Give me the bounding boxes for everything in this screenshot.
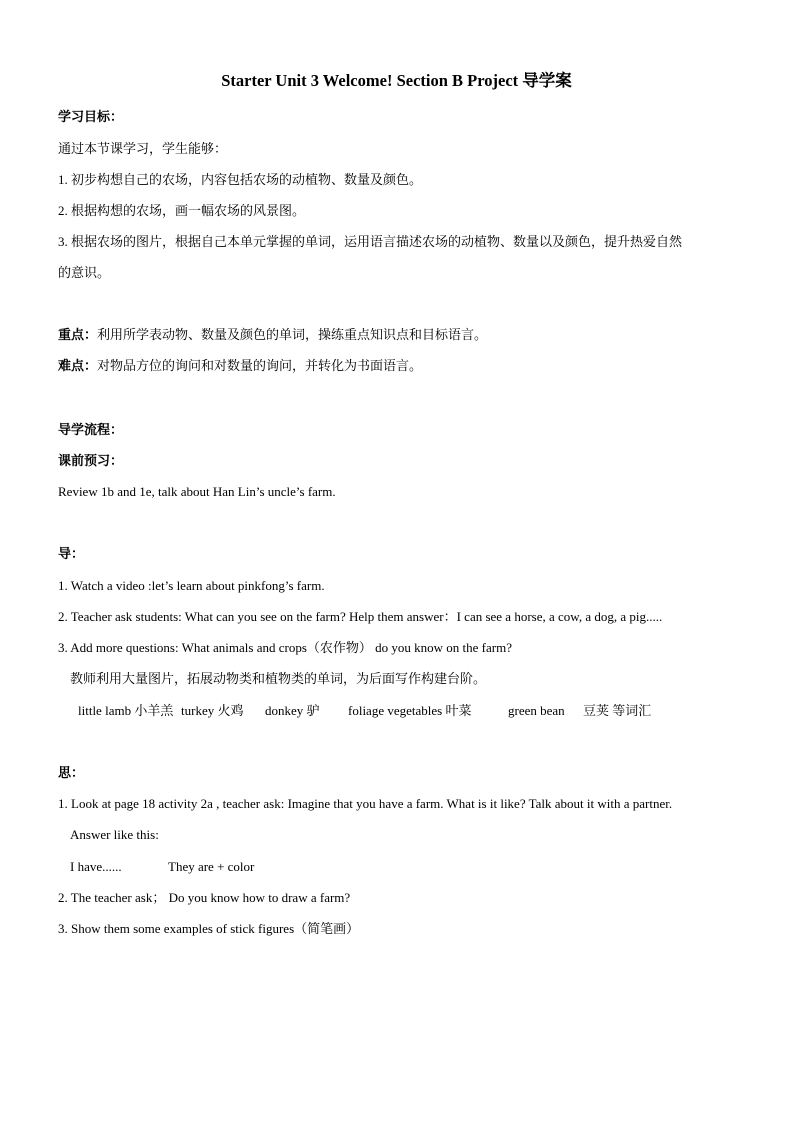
objectives-intro: 通过本节课学习，学生能够：: [58, 141, 228, 156]
objectives-heading: 学习目标：: [58, 109, 124, 124]
difficulty-text: 对物品方位的询问和对数量的询问，并转化为书面语言。: [97, 358, 423, 373]
answer-sentences: [70, 859, 254, 875]
vocab-item: green bean: [508, 703, 565, 718]
guide-teacher-note: 教师利用大量图片，拓展动物类和植物类的单词，为后面写作构建台阶。: [70, 671, 487, 686]
vocab-list: [78, 703, 651, 719]
objective-item-3-continued: 的意识。: [58, 265, 111, 280]
answer-pattern-color: They are + color: [168, 859, 255, 874]
document-title: Starter Unit 3 Welcome! Section B Project 导学案: [221, 71, 572, 90]
key-point: [58, 327, 487, 343]
key-point-label: 重点：: [58, 327, 98, 342]
vocab-item: foliage vegetables 叶菜: [348, 703, 472, 718]
difficulty-label: 难点：: [58, 358, 98, 373]
guide-heading: 导：: [58, 546, 85, 561]
answer-intro: Answer like this:: [70, 827, 159, 842]
answer-pattern-have: I have......: [70, 859, 122, 874]
preview-heading: 课前预习：: [58, 453, 124, 468]
vocab-item: little lamb 小羊羔: [78, 703, 174, 718]
think-item-2: 2. The teacher ask； Do you know how to draw a farm?: [58, 890, 351, 905]
key-point-text: 利用所学表动物、数量及颜色的单词，操练重点知识点和目标语言。: [97, 327, 488, 342]
process-heading: 导学流程：: [58, 422, 124, 437]
objective-item-2: 2. 根据构想的农场，画一幅农场的风景图。: [58, 203, 306, 218]
difficulty: [58, 358, 422, 374]
think-item-1: 1. Look at page 18 activity 2a , teacher ask: Imagine that you have a farm. What is it like? Talk about it with a partner.: [58, 796, 673, 811]
guide-item-2: 2. Teacher ask students: What can you see on the farm? Help them answer：I can see a horse, a cow, a dog, a pig.....: [58, 609, 663, 624]
guide-item-1: 1. Watch a video :let’s learn about pinkfong’s farm.: [58, 578, 325, 593]
guide-item-3: 3. Add more questions: What animals and crops（农作物） do you know on the farm?: [58, 640, 512, 655]
objective-item-1: 1. 初步构想自己的农场，内容包括农场的动植物、数量及颜色。: [58, 172, 423, 187]
think-item-3: 3. Show them some examples of stick figures（简笔画）: [58, 921, 360, 936]
vocab-item: 豆荚 等词汇: [583, 703, 652, 718]
objective-item-3: 3. 根据农场的图片，根据自己本单元掌握的单词，运用语言描述农场的动植物、数量以及颜色，提升热爱自然: [58, 234, 683, 249]
preview-text: Review 1b and 1e, talk about Han Lin’s uncle’s farm.: [58, 484, 336, 499]
think-heading: 思：: [58, 765, 85, 780]
vocab-item: donkey 驴: [265, 703, 320, 718]
vocab-item: turkey 火鸡: [181, 703, 244, 718]
